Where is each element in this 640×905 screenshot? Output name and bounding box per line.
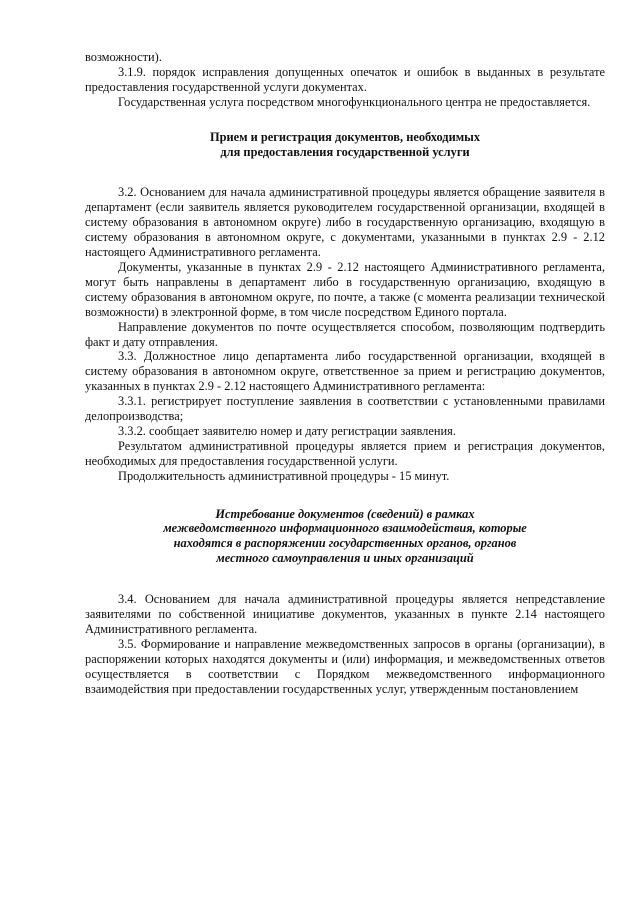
paragraph: 3.3. Должностное лицо департамента либо государственной организации, входящей в систему образования в автономном округе, ответственное за прием и регистрацию документов, указанных в пунктах 2.9 - 2.12 настоящего Административного регламента: bbox=[85, 349, 605, 394]
heading-line: для предоставления государственной услуги bbox=[220, 144, 470, 159]
heading-line: Истребование документов (сведений) в рамках bbox=[215, 506, 475, 521]
paragraph: 3.5. Формирование и направление межведомственных запросов в органы (организации), в распоряжении которых находятся документы и (или) информация, и межведомственных ответов осуществляется в соответствии с Порядком межведомственного информационного взаимодействия при предоставлении государственных услуг, утвержденным постановлением bbox=[85, 636, 605, 696]
heading-line: Прием и регистрация документов, необходимых bbox=[209, 129, 481, 144]
paragraph: 3.4. Основанием для начала административной процедуры является непредставление заявителями по собственной инициативе документов, указанных в пункте 2.14 настоящего Административного регламента. bbox=[85, 592, 605, 636]
heading-line: находятся в распоряжении государственных органов, органов bbox=[173, 536, 517, 551]
paragraph: Государственная услуга посредством многофункционального центра не предоставляется. bbox=[118, 94, 591, 109]
paragraph: Документы, указанные в пунктах 2.9 - 2.12 настоящего Административного регламента, могут быть направлены в департамент либо в государственную организацию, входящую в систему образования в автономном округе, по почте, а также (с момента реализации технической возможности) в электронной форме, в том числе посредством Единого портала. bbox=[85, 259, 605, 319]
text-line: возможности). bbox=[85, 50, 162, 64]
paragraph: 3.3.1. регистрирует поступление заявления в соответствии с установленными правилами делопроизводства; bbox=[85, 394, 605, 424]
section-heading bbox=[85, 507, 605, 567]
paragraph: Результатом административной процедуры является прием и регистрация документов, необходимых для предоставления государственной услуги. bbox=[85, 438, 605, 468]
paragraph: Продолжительность административной процедуры - 15 минут. bbox=[118, 468, 450, 483]
section-heading bbox=[85, 130, 605, 160]
paragraph: 3.1.9. порядок исправления допущенных опечаток и ошибок в выданных в результате предоставления государственной услуги документах. bbox=[85, 64, 605, 94]
paragraph: 3.3.2. сообщает заявителю номер и дату регистрации заявления. bbox=[118, 423, 456, 438]
document-body bbox=[85, 50, 605, 697]
paragraph: 3.2. Основанием для начала административной процедуры является обращение заявителя в департамент (если заявитель является руководителем государственной организации, входящей в систему образования в автономном округе) либо в государственную организацию, входящую в систему образования в автономном округе, с документами, указанными в пунктах 2.9 - 2.12 настоящего Административного регламента. bbox=[85, 185, 605, 260]
heading-line: местного самоуправления и иных организаций bbox=[216, 551, 474, 566]
heading-line: межведомственного информационного взаимодействия, которые bbox=[163, 521, 527, 536]
paragraph: Направление документов по почте осуществляется способом, позволяющим подтвердить факт и дату отправления. bbox=[85, 319, 605, 349]
